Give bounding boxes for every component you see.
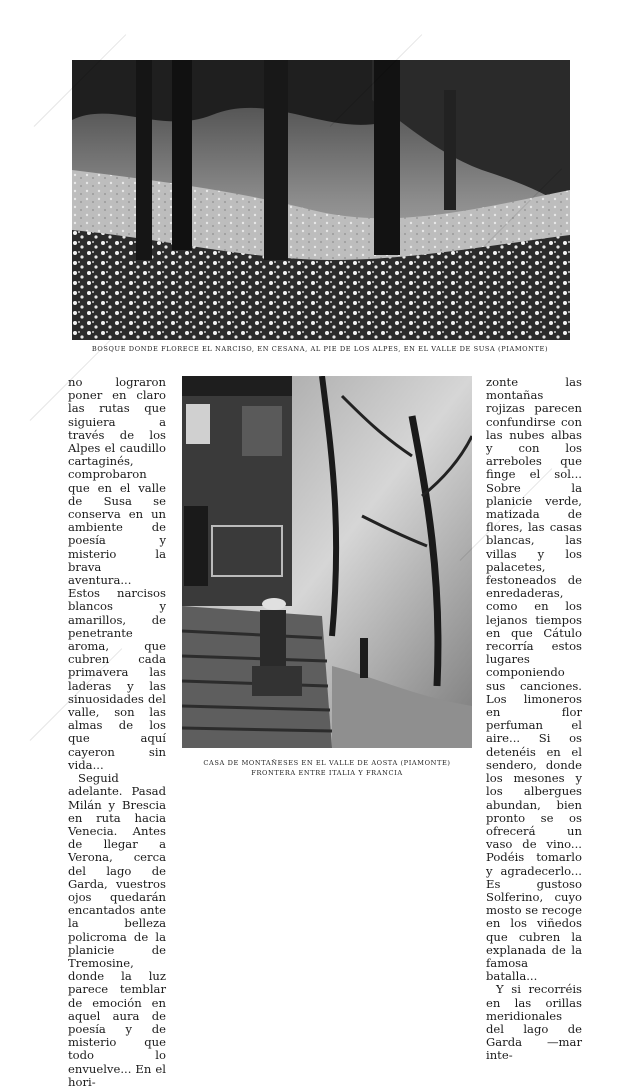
center-house-photo bbox=[182, 376, 472, 748]
right-text-column bbox=[486, 376, 582, 1063]
left-paragraph-1: no lograron poner en claro las rutas que siguiera a través de los Alpes el caudillo cartaginés, comprobaron que en el valle de Susa se conserva en un ambiente de poesía y misterio la brava aventura... Estos narcisos blancos y amarillos, de penetrante aroma, que cubren cada primavera las laderas y las sinuosidades del valle, son las almas de los que aquí cayeron sin vida... bbox=[68, 375, 166, 772]
right-paragraph-2: Y si recorréis en las orillas meridionales del lago de Garda —mar inte- bbox=[486, 982, 582, 1063]
center-photo-caption-1: CASA DE MONTAÑESES EN EL VALLE DE AOSTA (PIAMONTE) bbox=[203, 759, 451, 767]
right-paragraph-1: zonte las montañas rojizas parecen confundirse con las nubes albas y con los arreboles que finge el sol... Sobre la planicie verde, matizada de flores, las casas blancas, las villas y los palacetes, festoneados de enredaderas, como en los lejanos tiempos en que Cátulo recorría estos lugares componiendo sus canciones. Los limoneros en flor perfuman el aire... Si os detenéis en el sendero, donde los mesones y los albergues abundan, bien pronto se os ofrecerá un vaso de vino... Podéis tomarlo y agradecerlo... Es gustoso Solferino, cuyo mosto se recoge en los viñedos que cubren la explanada de la famosa batalla... bbox=[486, 375, 582, 984]
top-forest-photo bbox=[72, 60, 570, 340]
left-paragraph-2: Seguid adelante. Pasad Milán y Brescia en ruta hacia Venecia. Antes de llegar a Verona, cerca del lago de Garda, vuestros ojos quedarán encantados ante la belleza policroma de la planicie de Tremosine, donde la luz parece temblar de emoción en aquel aura de poesía y de misterio que todo lo envuelve... En el hori- bbox=[68, 771, 166, 1089]
left-text-column bbox=[68, 376, 166, 1089]
center-photo-caption-2: FRONTERA ENTRE ITALIA Y FRANCIA bbox=[251, 769, 403, 777]
top-photo-caption: BOSQUE DONDE FLORECE EL NARCISO, EN CESANA, AL PIE DE LOS ALPES, EN EL VALLE DE SUSA (PIAMONTE) bbox=[91, 345, 549, 353]
